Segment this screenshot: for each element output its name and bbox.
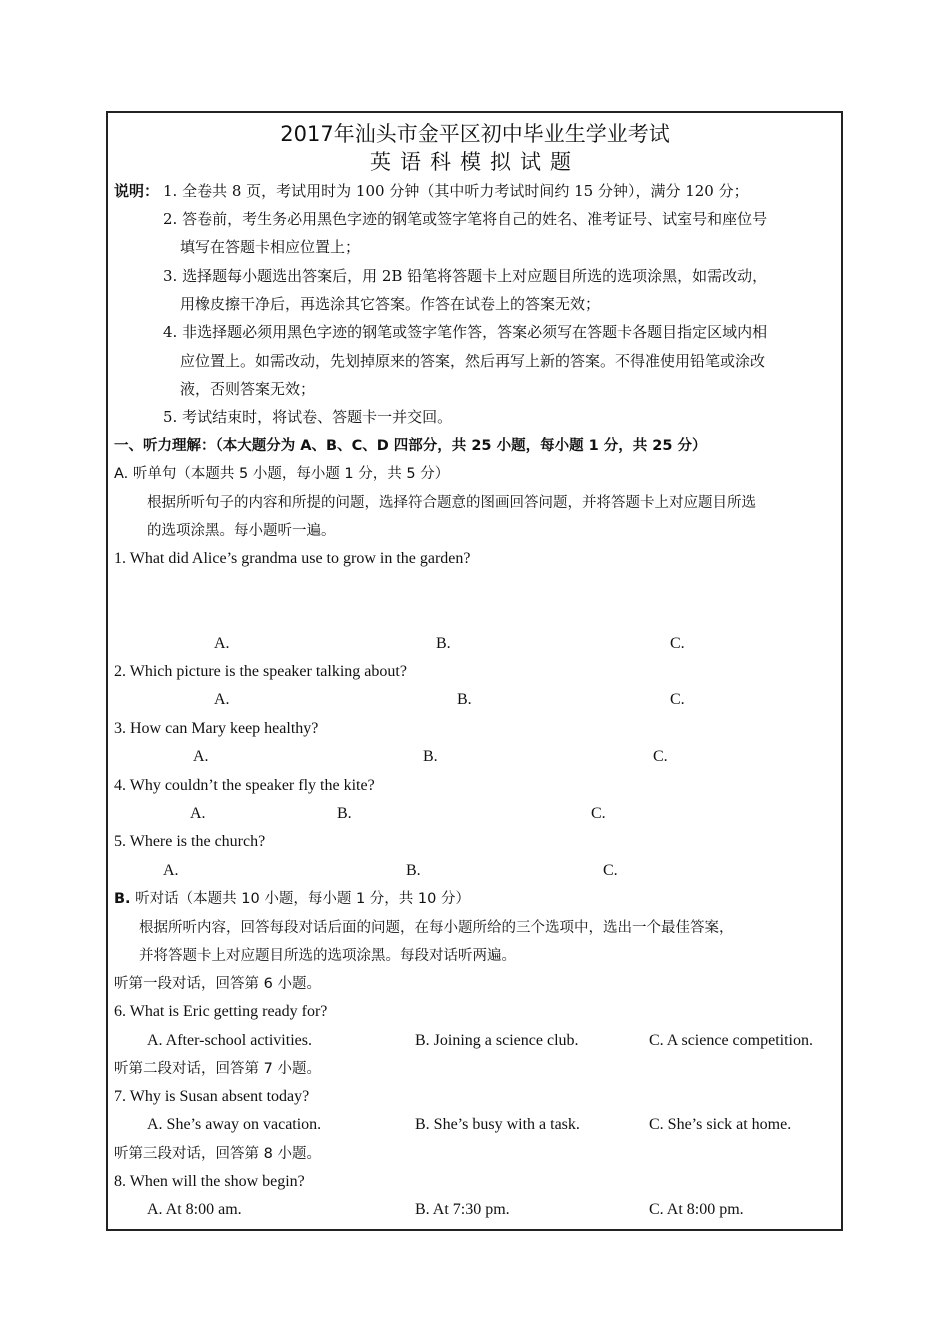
question-3: 3. How can Mary keep healthy? xyxy=(114,720,319,737)
q1-option-c: C. xyxy=(670,635,685,652)
q6-option-c: C. A science competition. xyxy=(649,1032,813,1049)
notes-label: 说明： xyxy=(114,182,160,200)
sectionA-instruction-cont: 的选项涂黑。每小题听一遍。 xyxy=(147,523,336,539)
sectionB-instruction-cont: 并将答题卡上对应题目所选的选项涂黑。每段对话听两遍。 xyxy=(139,948,516,964)
q5-option-c: C. xyxy=(603,862,618,879)
question-4: 4. Why couldn’t the speaker fly the kite? xyxy=(114,777,375,794)
dialogue-2-intro: 听第二段对话，回答第 7 小题。 xyxy=(114,1061,321,1077)
exam-title: 2017年汕头市金平区初中毕业生学业考试 xyxy=(280,122,670,146)
q2-option-c: C. xyxy=(670,691,685,708)
question-5: 5. Where is the church? xyxy=(114,833,266,850)
sectionB-heading-letter: B. xyxy=(114,891,131,907)
sectionA-heading: A. 听单句（本题共 5 小题，每小题 1 分，共 5 分） xyxy=(114,466,450,482)
q5-option-b: B. xyxy=(406,862,421,879)
q8-option-a: A. At 8:00 am. xyxy=(147,1201,242,1218)
question-2: 2. Which picture is the speaker talking about? xyxy=(114,663,407,680)
q4-option-c: C. xyxy=(591,805,606,822)
q7-option-b: B. She’s busy with a task. xyxy=(415,1116,580,1133)
q7-option-a: A. She’s away on vacation. xyxy=(147,1116,322,1133)
note-2-cont: 填写在答题卡相应位置上； xyxy=(180,238,361,256)
q6-option-b: B. Joining a science club. xyxy=(415,1032,579,1049)
note-3-cont: 用橡皮擦干净后，再选涂其它答案。作答在试卷上的答案无效； xyxy=(180,295,601,313)
question-6: 6. What is Eric getting ready for? xyxy=(114,1003,328,1020)
q5-option-a: A. xyxy=(163,862,179,879)
sectionB-heading-text: 听对话（本题共 10 小题，每小题 1 分，共 10 分） xyxy=(130,891,470,907)
note-4-cont2: 液，否则答案无效； xyxy=(180,380,316,398)
sectionB-instruction: 根据所听内容，回答每段对话后面的问题，在每小题所给的三个选项中，选出一个最佳答案， xyxy=(139,920,734,936)
q3-option-a: A. xyxy=(193,748,209,765)
note-2: 2. 答卷前，考生务必用黑色字迹的钢笔或签字笔将自己的姓名、准考证号、试室号和座位号 xyxy=(163,210,768,228)
q7-option-c: C. She’s sick at home. xyxy=(649,1116,792,1133)
q8-option-b: B. At 7:30 pm. xyxy=(415,1201,510,1218)
q6-option-a: A. After-school activities. xyxy=(147,1032,312,1049)
question-1: 1. What did Alice’s grandma use to grow in the garden? xyxy=(114,550,471,567)
question-7: 7. Why is Susan absent today? xyxy=(114,1088,310,1105)
note-1: 1. 全卷共 8 页，考试用时为 100 分钟（其中听力考试时间约 15 分钟），满分 120 分； xyxy=(163,182,749,200)
sectionA-instruction: 根据所听句子的内容和所提的问题，选择符合题意的图画回答问题，并将答题卡上对应题目所选 xyxy=(147,495,756,511)
sectionB-heading xyxy=(114,889,470,909)
q1-option-b: B. xyxy=(436,635,451,652)
q4-option-b: B. xyxy=(337,805,352,822)
q3-option-b: B. xyxy=(423,748,438,765)
note-4-cont: 应位置上。如需改动，先划掉原来的答案，然后再写上新的答案。不得准使用铅笔或涂改 xyxy=(180,352,766,370)
dialogue-3-intro: 听第三段对话，回答第 8 小题。 xyxy=(114,1146,321,1162)
q2-option-a: A. xyxy=(214,691,230,708)
q4-option-a: A. xyxy=(190,805,206,822)
q3-option-c: C. xyxy=(653,748,668,765)
dialogue-1-intro: 听第一段对话，回答第 6 小题。 xyxy=(114,976,321,992)
q1-option-a: A. xyxy=(214,635,230,652)
question-8: 8. When will the show begin? xyxy=(114,1173,305,1190)
q2-option-b: B. xyxy=(457,691,472,708)
part1-heading: 一、听力理解：（本大题分为 A、B、C、D 四部分，共 25 小题，每小题 1 分，共 25 分） xyxy=(114,438,707,454)
note-4: 4. 非选择题必须用黑色字迹的钢笔或签字笔作答，答案必须写在答题卡各题目指定区域内相 xyxy=(163,323,768,341)
exam-subtitle: 英语科模拟试题 xyxy=(370,150,580,174)
note-5: 5. 考试结束时，将试卷、答题卡一并交回。 xyxy=(163,408,453,426)
q8-option-c: C. At 8:00 pm. xyxy=(649,1201,744,1218)
note-3: 3. 选择题每小题选出答案后，用 2B 铅笔将答题卡上对应题目所选的选项涂黑，如需改动， xyxy=(163,267,768,285)
